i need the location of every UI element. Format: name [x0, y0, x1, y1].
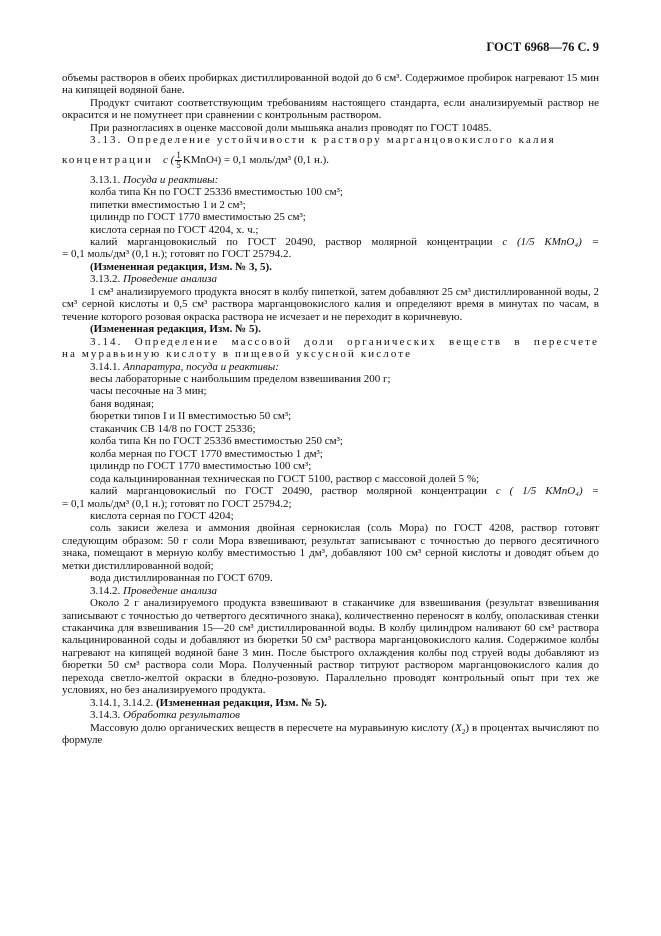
list-item-kmno4-cont: = 0,1 моль/дм³ (0,1 н.); готовят по ГОСТ 25794.2.	[62, 248, 292, 261]
section-3-13-concentration: концентрации с ( $\frac{1}{5}$ KMnO 4 ) = 0,1 моль/дм³ (0,1 н.).	[62, 149, 330, 170]
formula-kmno4: KMnO	[182, 153, 214, 166]
list-item: бюретки типов I и II вместимостью 50 см³;	[90, 410, 292, 423]
section-title: Аппаратура, посуда и реактивы:	[123, 360, 279, 373]
fraction-denominator: 5	[176, 159, 181, 170]
list-item: баня водяная;	[90, 397, 155, 410]
fraction-one-fifth	[175, 151, 182, 170]
section-number: 3.14.2.	[90, 584, 121, 597]
list-item: стаканчик СВ 14/8 по ГОСТ 25336;	[90, 422, 256, 435]
fraction-numerator: 1	[176, 149, 181, 160]
calculation-text-b: ) в процентах вычисляют по формуле	[62, 721, 599, 747]
calculation-text-a: Массовую долю органических веществ в пересчете на муравьиную кислоту (	[90, 721, 456, 734]
section-3-13-title-text: 3.13. Определение устойчивости к раствору марганцовокислого калия	[90, 134, 556, 147]
list-item-mohr-salt: соль закиси железа и аммония двойная сернокислая (соль Мора) по ГОСТ 4208, раствор готовят следующим образом: 50 г соли Мора взвешивают, результат записывают с точностью до первого десятичного знака, помещают в мерную колбу вместимостью 1 дм³, добавляют 100 см³ серной кислоты и доводят объем до метки дистиллированной водой;	[62, 522, 599, 572]
edit-note-sections: 3.14.1, 3.14.2.	[90, 696, 154, 709]
list-item: кислота серная по ГОСТ 4204;	[90, 509, 234, 522]
kmno4-text: калий марганцовокислый по ГОСТ 20490, раствор молярной концентрации	[90, 235, 493, 248]
section-title: Проведение анализа	[123, 584, 218, 597]
list-item: колба мерная по ГОСТ 1770 вместимостью 1 дм³;	[90, 447, 323, 460]
variable-subscript: 2	[461, 727, 466, 736]
section-title: Обработка результатов	[123, 709, 240, 722]
list-item: колба типа Кн по ГОСТ 25336 вместимостью 100 см³;	[90, 186, 343, 199]
page-header: ГОСТ 6968—76 С. 9	[486, 40, 599, 54]
list-item-kmno4-cont: = 0,1 моль/дм³ (0,1 н.); готовят по ГОСТ 25794.2;	[62, 497, 292, 510]
section-3-14-3-heading	[62, 709, 599, 721]
section-title: Посуда и реактивы:	[123, 173, 219, 186]
formula-c: с (	[163, 153, 175, 166]
section-title: Проведение анализа	[123, 273, 218, 286]
kmno4-formula: с (1/5 KMnO₄) =	[502, 235, 599, 248]
concentration-label: концентрации	[62, 153, 154, 166]
paragraph-calculation	[62, 722, 599, 747]
section-number: 3.13.2.	[90, 273, 121, 286]
paragraph-procedure: 1 см³ анализируемого продукта вносят в колбу пипеткой, затем добавляют 25 см³ дистиллированной воды, 2 см³ серной кислоты и 0,5 см³ раствора марганцовокислого калия и определяют время в минутах по часам, в течение которого розовая окраска раствора не исчезает и не переходит в коричневую.	[62, 285, 599, 323]
paragraph-volumes: объемы растворов в обеих пробирках дистиллированной водой до 6 см³. Содержимое пробирок нагревают 15 мин на кипящей водяной бане.	[62, 72, 599, 97]
list-item: сода кальцинированная техническая по ГОСТ 5100, раствор с массовой долей 5 %;	[90, 472, 480, 485]
paragraph-disagreement: При разногласиях в оценке массовой доли мышьяка анализ проводят по ГОСТ 10485.	[90, 121, 492, 134]
section-3-13-2-heading	[62, 273, 599, 285]
variable-x: X	[455, 721, 462, 734]
section-3-14-title-line1: 3.14. Определение массовой доли органических веществ в пересчете	[90, 335, 599, 348]
edit-note: (Измененная редакция, Изм. № 5).	[90, 323, 261, 336]
list-item: весы лабораторные с наибольшим пределом взвешивания 200 г;	[90, 372, 391, 385]
edit-note-line	[62, 697, 599, 709]
list-item: вода дистиллированная по ГОСТ 6709.	[90, 572, 273, 585]
kmno4-text: калий марганцовокислый по ГОСТ 20490, раствор молярной концентрации	[90, 485, 487, 498]
document-page	[62, 40, 599, 747]
formula-tail: ) = 0,1 моль/дм³ (0,1 н.).	[217, 153, 330, 166]
section-3-13-title	[62, 134, 599, 146]
list-item: пипетки вместимостью 1 и 2 см³;	[90, 198, 246, 211]
list-item: кислота серная по ГОСТ 4204, х. ч.;	[90, 223, 259, 236]
list-item: часы песочные на 3 мин;	[90, 385, 207, 398]
paragraph-conformity: Продукт считают соответствующим требованиям настоящего стандарта, если анализируемый раствор не окрасится и не помутнеет при сравнении с контрольным раствором.	[62, 96, 599, 122]
kmno4-formula: с ( 1/5 KMnO₄) =	[495, 485, 599, 498]
section-3-13-1-heading	[62, 174, 599, 186]
section-3-14-title-line2: на муравьиную кислоту в пищевой уксусной кислоте	[62, 348, 413, 361]
section-3-14-2-heading	[62, 585, 599, 597]
list-item: цилиндр по ГОСТ 1770 вместимостью 100 см³;	[90, 460, 312, 473]
list-item-kmno4	[62, 236, 599, 248]
section-number: 3.14.1.	[90, 360, 121, 373]
edit-note: (Измененная редакция, Изм. № 3, 5).	[90, 260, 272, 273]
list-item: колба типа Кн по ГОСТ 25336 вместимостью 250 см³;	[90, 435, 343, 448]
section-3-14-1-heading	[62, 361, 599, 373]
list-item: цилиндр по ГОСТ 1770 вместимостью 25 см³;	[90, 211, 306, 224]
section-number: 3.13.1.	[90, 173, 121, 186]
edit-note: (Измененная редакция, Изм. № 5).	[156, 696, 327, 709]
section-number: 3.14.3.	[90, 709, 121, 722]
list-item-kmno4	[62, 485, 599, 497]
paragraph-analysis: Около 2 г анализируемого продукта взвешивают в стаканчике для взвешивания (результат взвешивания записывают с точностью до четвертого десятичного знака), количественно переносят в колбу, ополаскивая стенки стаканчика для взвешивания 15—20 см³ дистиллированной воды. В колбу цилиндром наливают 60 см³ раствора кальцинированной соды и добавляют из бюретки 50 см³ раствора марганцовокислого калия. Содержимое колбы нагревают на кипящей водяной бане 3 мин. После быстрого охлаждения колбы под струей воды добавляют из бюретки 50 см³ раствора соли Мора. Полученный раствор титруют раствором марганцовокислого калия до перехода светло-желтой окраски в бледно-розовую. Параллельно проводят контрольный опыт при тех же условиях, но без анализируемого продукта.	[62, 597, 599, 697]
section-3-14-title	[62, 336, 599, 348]
